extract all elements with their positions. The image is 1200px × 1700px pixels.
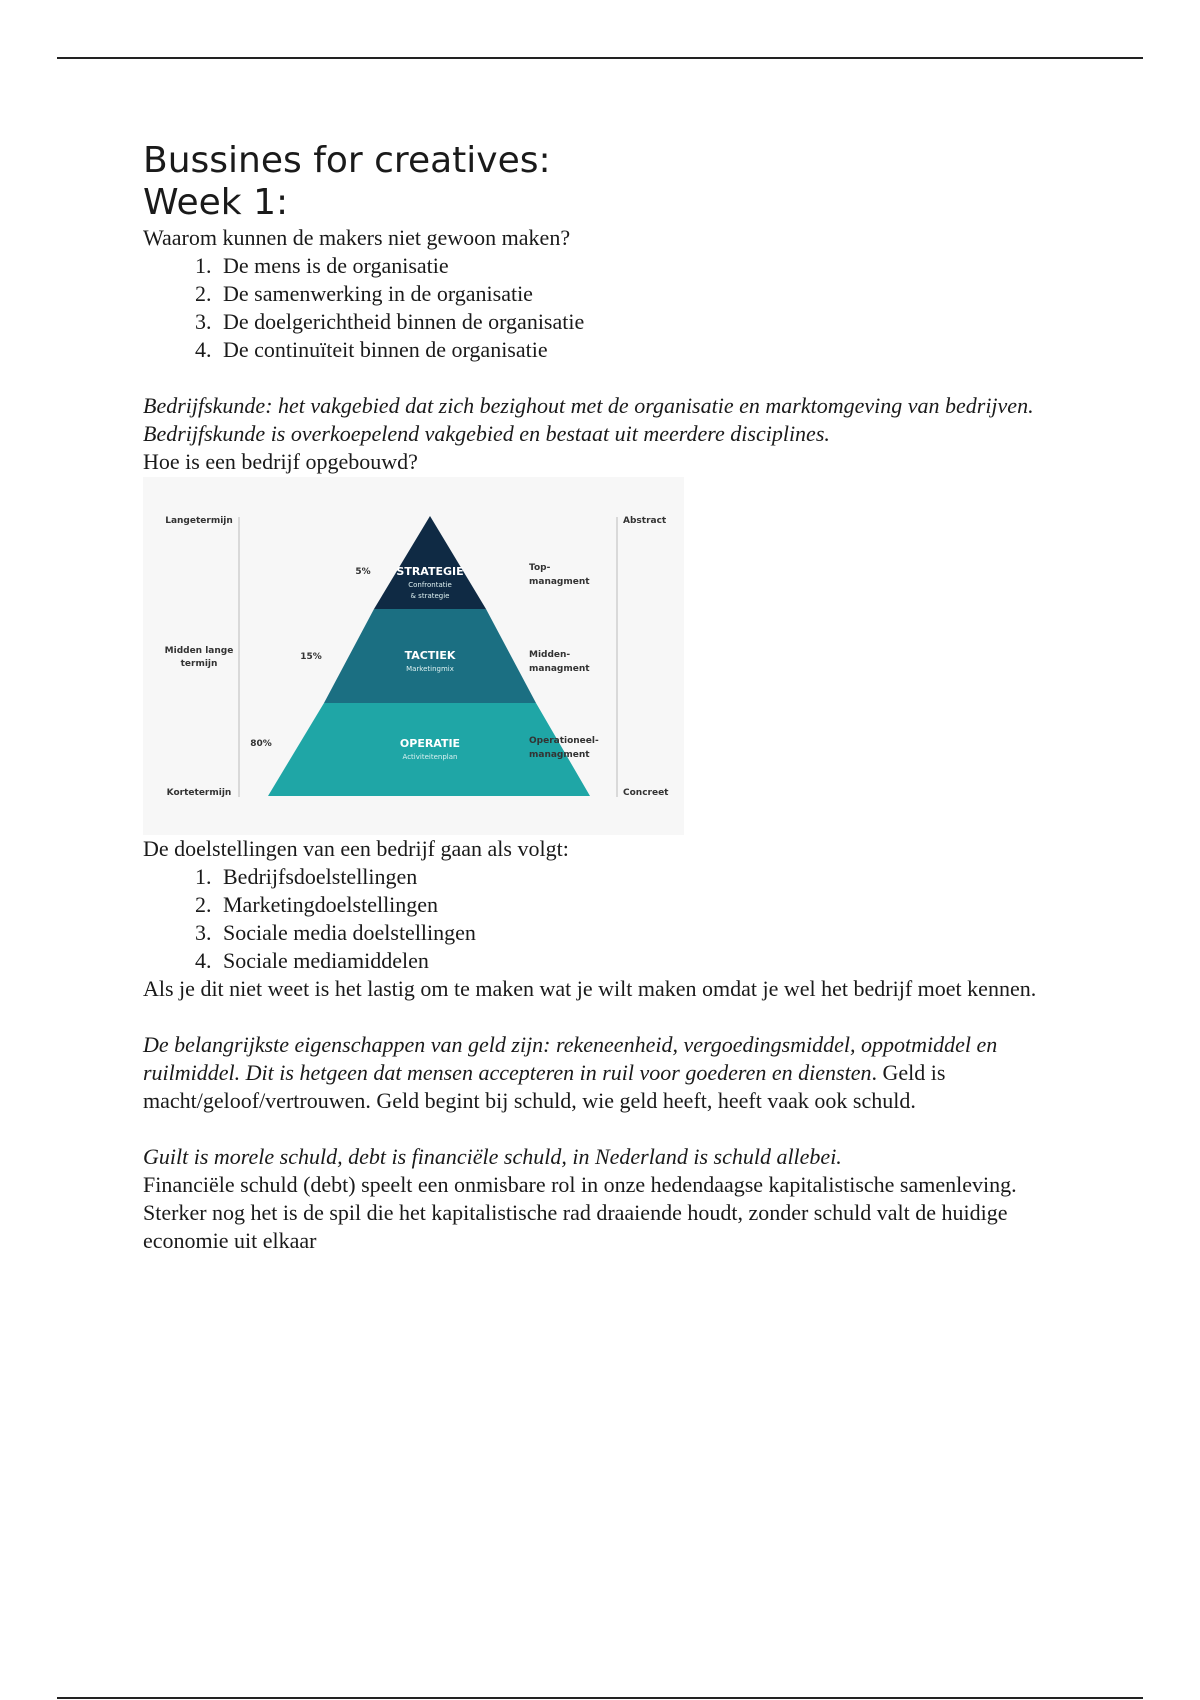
tier-strategie-percent: 5% <box>355 567 371 577</box>
langetermijn-label: Langetermijn <box>165 516 233 526</box>
list-item: 2. De samenwerking in de organisatie <box>217 280 1063 308</box>
spacer <box>143 1115 1063 1143</box>
abstract-label: Abstract <box>623 516 667 526</box>
list-item: 4. Sociale mediamiddelen <box>217 947 1063 975</box>
tier-strategie-sub-1: Confrontatie <box>408 581 452 589</box>
bedrijfskunde-definition: Bedrijfskunde: het vakgebied dat zich bezighout met de organisatie en marktomgeving van bedrijven. Bedrijfskunde is overkoepelend vakgebied en bestaat uit meerdere disciplines. <box>143 393 1034 446</box>
list-item: 3. De doelgerichtheid binnen de organisatie <box>217 308 1063 336</box>
spacer <box>143 364 1063 392</box>
title-line-2: Week 1: <box>143 182 289 223</box>
kortetermijn-label: Kortetermijn <box>166 788 232 798</box>
structure-question: Hoe is een bedrijf opgebouwd? <box>143 449 418 474</box>
money-plain-text: . Geld is macht/geloof/vertrouwen. Geld begint bij schuld, wie geld heeft, heeft vaak ook schuld. <box>143 1060 946 1113</box>
list-item: 1. Bedrijfsdoelstellingen <box>217 863 1063 891</box>
tier-tactiek-percent: 15% <box>300 652 322 662</box>
tier-tactiek-title: TACTIEK <box>404 649 456 662</box>
goals-note: Als je dit niet weet is het lastig om te maken wat je wilt maken omdat je wel het bedrijf moet kennen. <box>143 976 1037 1001</box>
money-italic-text: De belangrijkste eigenschappen van geld zijn: rekeneenheid, vergoedingsmiddel, oppotmiddel en ruilmiddel. Dit is hetgeen dat mensen accepteren in ruil voor goederen en diensten <box>143 1032 998 1085</box>
guilt-statement: Guilt is morele schuld, debt is financiële schuld, in Nederland is schuld allebei. <box>143 1144 842 1169</box>
reasons-list <box>143 252 1063 364</box>
money-paragraph <box>143 1031 1063 1115</box>
tier-operatie-sub: Activiteitenplan <box>402 753 458 761</box>
title-line-1: Bussines for creatives: <box>143 140 551 181</box>
tier-tactiek-sub: Marketingmix <box>406 665 454 673</box>
organisation-pyramid-figure <box>143 477 684 835</box>
document-body <box>143 140 1063 1255</box>
midden-management-label-1: Midden- <box>529 650 571 660</box>
debt-paragraph: Financiële schuld (debt) speelt een onmisbare rol in onze hedendaagse kapitalistische samenleving. Sterker nog het is de spil die het kapitalistische rad draaiende houdt, zonder schuld valt de huidige economie uit elkaar <box>143 1172 1017 1253</box>
list-item: 3. Sociale media doelstellingen <box>217 919 1063 947</box>
tier-operatie-percent: 80% <box>250 739 272 749</box>
bottom-rule <box>57 1697 1143 1699</box>
tier-strategie-sub-2: & strategie <box>410 592 450 600</box>
termijn-label: termijn <box>180 659 218 669</box>
top-rule <box>57 57 1143 59</box>
intro-question: Waarom kunnen de makers niet gewoon maken? <box>143 225 571 250</box>
list-item: 4. De continuïteit binnen de organisatie <box>217 336 1063 364</box>
operationeel-management-label-1: Operationeel- <box>529 736 599 746</box>
top-management-label-1: Top- <box>529 563 551 573</box>
midden-management-label-2: managment <box>529 664 590 674</box>
top-management-label-2: managment <box>529 577 590 587</box>
document-title <box>143 140 1063 224</box>
list-item: 2. Marketingdoelstellingen <box>217 891 1063 919</box>
midden-lange-label: Midden lange <box>164 646 234 656</box>
goals-list <box>143 863 1063 975</box>
list-item: 1. De mens is de organisatie <box>217 252 1063 280</box>
spacer <box>143 1003 1063 1031</box>
goals-intro: De doelstellingen van een bedrijf gaan als volgt: <box>143 836 569 861</box>
concreet-label: Concreet <box>623 788 669 798</box>
tier-strategie-title: STRATEGIE <box>396 565 464 578</box>
tier-operatie-title: OPERATIE <box>399 737 461 750</box>
operationeel-management-label-2: managment <box>529 750 590 760</box>
pyramid-svg <box>143 477 684 835</box>
